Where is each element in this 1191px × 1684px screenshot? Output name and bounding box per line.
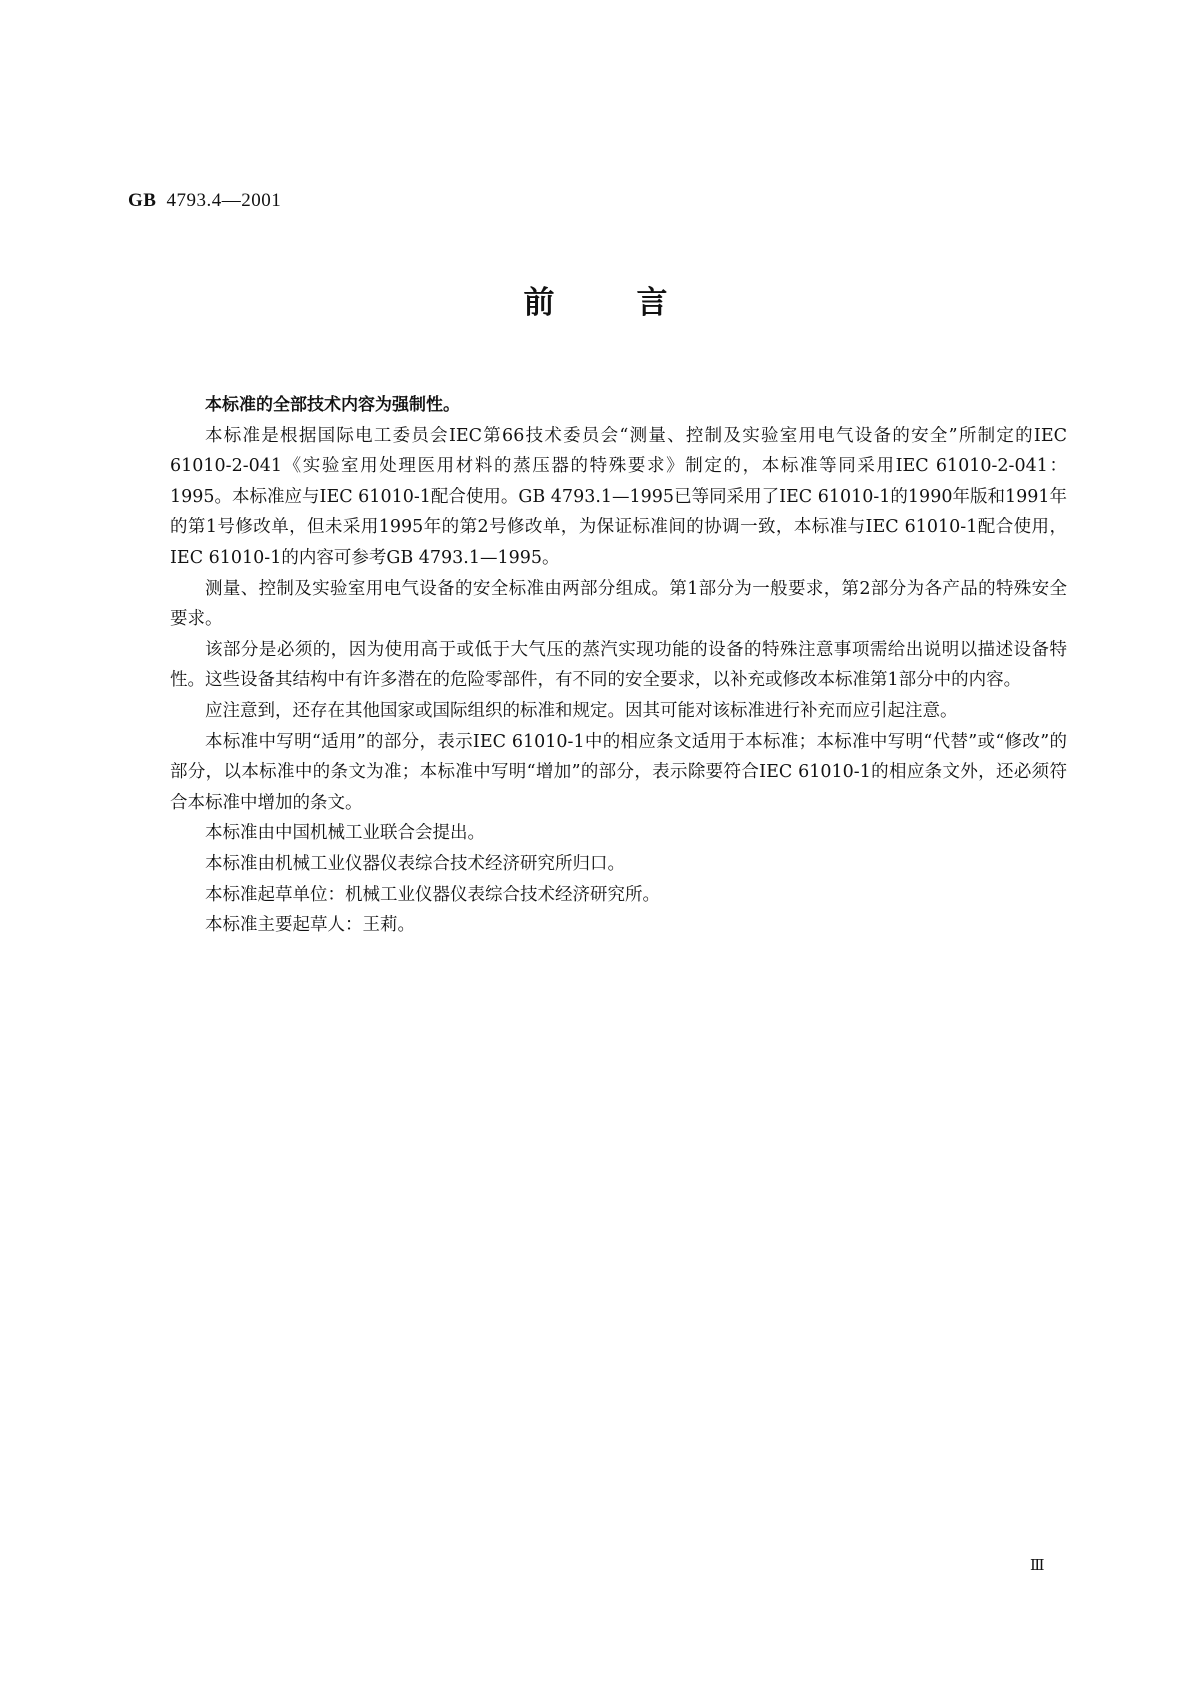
paragraph-structure: 测量、控制及实验室用电气设备的安全标准由两部分组成。第1部分为一般要求，第2部分为各产品的特殊安全要求。 (170, 578, 1067, 630)
foreword-body (170, 390, 1067, 941)
paragraph-other-standards: 应注意到，还存在其他国家或国际组织的标准和规定。因其可能对该标准进行补充而应引起注意。 (205, 700, 958, 721)
paragraph-applicability: 本标准中写明“适用”的部分，表示IEC 61010-1中的相应条文适用于本标准；本标准中写明“代替”或“修改”的部分，以本标准中的条文为准；本标准中写明“增加”的部分，表示除要符合IEC 61010-1的相应条文外，还必须符合本标准中增加的条文。 (170, 731, 1067, 813)
paragraph-proposer: 本标准由中国机械工业联合会提出。 (205, 823, 485, 844)
title-char-2: 言 (636, 285, 668, 321)
paragraph-necessity: 该部分是必须的，因为使用高于或低于大气压的蒸汽实现功能的设备的特殊注意事项需给出说明以描述设备特性。这些设备其结构中有许多潜在的危险零部件，有不同的安全要求，以补充或修改本标准第1部分中的内容。 (170, 639, 1067, 691)
standard-prefix: GB (128, 190, 157, 211)
paragraph-drafting-unit: 本标准起草单位：机械工业仪器仪表综合技术经济研究所。 (205, 884, 660, 905)
title-char-1: 前 (523, 285, 555, 321)
paragraph-mandatory-statement: 本标准的全部技术内容为强制性。 (205, 395, 460, 415)
paragraph-basis: 本标准是根据国际电工委员会IEC第66技术委员会“测量、控制及实验室用电气设备的安全”所制定的IEC 61010-2-041《实验室用处理医用材料的蒸压器的特殊要求》制定的，本标准等同采用IEC 61010-2-041：1995。本标准应与IEC 61010-1配合使用。GB 4793.1—1995已等同采用了IEC 61010-1的1990年版和1991年的第1号修改单，但未采用1995年的第2号修改单，为保证标准间的协调一致，本标准与IEC 61010-1配合使用，IEC 61010-1的内容可参考GB 4793.1—1995。 (170, 425, 1067, 568)
paragraph-centralized: 本标准由机械工业仪器仪表综合技术经济研究所归口。 (205, 853, 625, 874)
standard-number: 4793.4—2001 (166, 190, 282, 211)
page-number: Ⅲ (1030, 1558, 1045, 1574)
page-title (0, 283, 1191, 323)
paragraph-drafter: 本标准主要起草人：王莉。 (205, 915, 415, 936)
standard-code (128, 190, 281, 212)
